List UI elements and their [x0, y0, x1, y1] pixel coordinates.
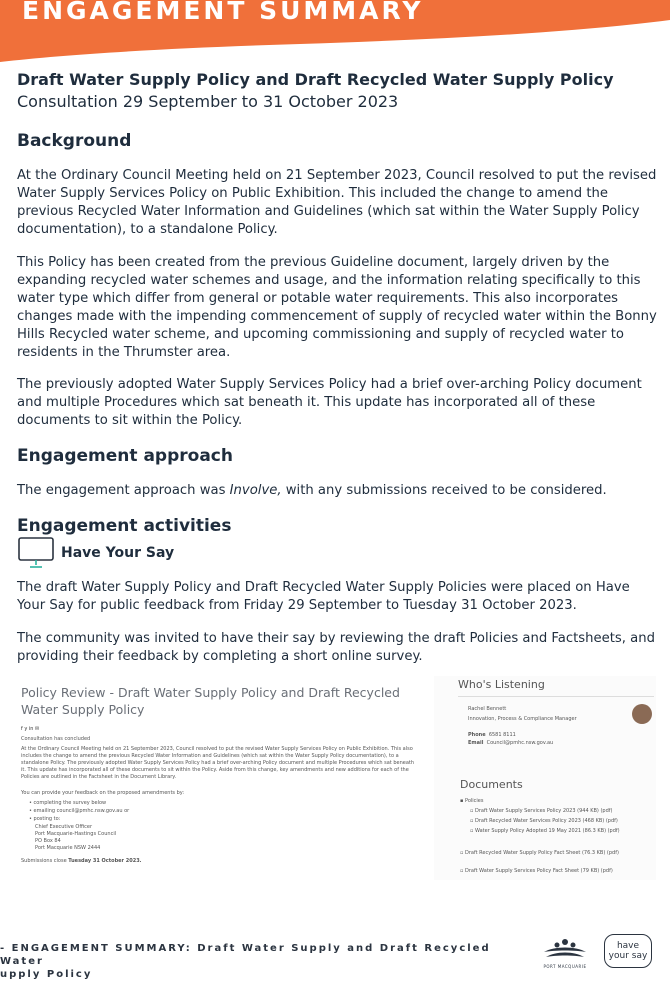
- approach-text-before: The engagement approach was: [17, 483, 230, 498]
- document-link-text[interactable]: Water Supply Policy Adopted 19 May 2021 (86.3 KB) (pdf): [474, 828, 620, 834]
- activities-paragraph-1: The draft Water Supply Policy and Draft Recycled Water Supply Policies were placed on Have Your Say for public feedback from Friday 29 September to Tuesday 31 October 2023.: [17, 580, 630, 613]
- screenshot-bullet: • completing the survey below: [29, 800, 107, 806]
- have-your-say-row: [17, 536, 174, 570]
- bullet-text[interactable]: emailing council@pmhc.nsw.gov.au or: [33, 808, 130, 814]
- council-logo: [542, 934, 588, 968]
- monitor-icon: [17, 536, 55, 570]
- folder-row: ▪ Policies: [460, 798, 484, 804]
- email-value[interactable]: Council@pmhc.nsw.gov.au: [486, 740, 554, 746]
- email-label: Email: [468, 740, 484, 746]
- screenshot-page-title: Policy Review - Draft Water Supply Policy and Draft Recycled Water Supply Policy: [21, 685, 400, 717]
- document-link[interactable]: ▫ Water Supply Policy Adopted 19 May 2021 (86.3 KB) (pdf): [470, 828, 620, 834]
- banner-title: ENGAGEMENT SUMMARY: [22, 0, 424, 25]
- approach-heading: Engagement approach: [17, 446, 233, 466]
- avatar: [632, 704, 652, 724]
- approach-italic: Involve,: [229, 483, 282, 498]
- bullet-text: completing the survey below: [33, 800, 107, 806]
- bullet-text: posting to:: [33, 816, 61, 822]
- address-line: Chief Executive Officer: [35, 824, 93, 830]
- factsheet-link-text[interactable]: Draft Water Supply Services Policy Fact Sheet (79 KB) (pdf): [464, 868, 613, 874]
- factsheet-link-text[interactable]: Draft Recycled Water Supply Policy Fact Sheet (76.3 KB) (pdf): [464, 850, 619, 856]
- document-title: Draft Water Supply Policy and Draft Recycled Water Supply Policy: [17, 70, 614, 89]
- council-logo-icon: [542, 934, 588, 960]
- folder-label[interactable]: Policies: [464, 798, 484, 804]
- screenshot-status: Consultation has concluded: [21, 736, 91, 742]
- screenshot-close: [21, 858, 142, 865]
- background-heading: Background: [17, 131, 132, 151]
- have-your-say-label: Have Your Say: [61, 545, 175, 561]
- screenshot-bullet: • posting to:: [29, 816, 61, 822]
- main-content: [17, 70, 657, 112]
- phone-label: Phone: [468, 732, 486, 738]
- footer-line-1: - ENGAGEMENT SUMMARY: Draft Water Supply and Draft Recycled Water: [0, 943, 491, 967]
- documents-heading: Documents: [460, 778, 523, 791]
- website-screenshot-sidebar: [434, 676, 656, 880]
- approach-paragraph: [17, 482, 657, 500]
- factsheet-link[interactable]: ▫ Draft Recycled Water Supply Policy Fact Sheet (76.3 KB) (pdf): [460, 850, 619, 856]
- activities-paragraph-2: The community was invited to have their say by reviewing the draft Policies and Factsheets, and providing their feedback by completing a short online survey.: [17, 631, 655, 664]
- hys-logo-line-2: your say: [608, 951, 648, 961]
- activities-heading: Engagement activities: [17, 516, 232, 536]
- background-paragraph-2: This Policy has been created from the previous Guideline document, largely driven by the expanding recycled water schemes and usage, and the information relating specifically to this water type which differ from general or potable water requirements. This also incorporates changes made with the impending commencement of supply of recycled water within the Bonny Hills Recycled water scheme, and upcoming commissioning and supply of recycled water to residents in the Thrumster area.: [17, 255, 657, 360]
- council-logo-text: PORT MACQUARIE: [543, 964, 587, 969]
- footer-line-2: upply Policy: [0, 969, 93, 980]
- screenshot-bullet: • emailing council@pmhc.nsw.gov.au or: [29, 808, 130, 814]
- address-line: Port Macquarie NSW 2444: [35, 845, 101, 851]
- person-role: Innovation, Process & Compliance Manager: [468, 716, 577, 722]
- listening-heading: Who's Listening: [458, 678, 545, 691]
- background-paragraph-3: The previously adopted Water Supply Services Policy had a brief over-arching Policy document and multiple Procedures which sat beneath it. This update has incorporated all of these documents to sit within the Policy.: [17, 377, 642, 428]
- document-link[interactable]: ▫ Draft Recycled Water Services Policy 2023 (468 KB) (pdf): [470, 818, 618, 824]
- address-line: PO Box 84: [35, 838, 61, 844]
- phone-row: [468, 732, 516, 739]
- factsheet-link[interactable]: ▫ Draft Water Supply Services Policy Fact Sheet (79 KB) (pdf): [460, 868, 613, 874]
- hys-logo-line-1: have: [616, 941, 640, 951]
- share-icons: f y in ✉: [21, 726, 40, 732]
- document-link-text[interactable]: Draft Water Supply Services Policy 2023 (944 KB) (pdf): [474, 808, 613, 814]
- page-footer: [0, 942, 540, 981]
- document-link-text[interactable]: Draft Recycled Water Services Policy 2023 (468 KB) (pdf): [474, 818, 618, 824]
- person-name: Rachel Bennett: [468, 706, 507, 712]
- website-screenshot-main: [17, 680, 422, 880]
- background-paragraph-1: At the Ordinary Council Meeting held on 21 September 2023, Council resolved to put the revised Water Supply Services Policy on Public Exhibition. This included the change to amend the previous Recycled Water Information and Guidelines (which sat within the Water Supply Policy documentation), to a standalone Policy.: [17, 168, 657, 237]
- screenshot-body: At the Ordinary Council Meeting held on 21 September 2023, Council resolved to put the revised Water Supply Services Policy on Public Exhibition. This also includes the change to amend the previous Recycled Water Information and Guidelines (which sat within the Water Supply Policy documentation), to a standalone Policy. The previously adopted Water Supply Services Policy had a brief over-arching Policy document and multiple Procedures which sat beneath it. This update has incorporated all of these documents to sit within the Policy. Aside from this change, key amendments and new additions for each of the Policies are outlined in the Factsheet in the Document Library.: [21, 746, 415, 780]
- email-row: [468, 740, 553, 747]
- divider: [458, 696, 654, 697]
- document-subtitle: Consultation 29 September to 31 October 2023: [17, 92, 399, 111]
- close-text: Submissions close: [21, 858, 69, 864]
- approach-text-after: with any submissions received to be considered.: [281, 483, 607, 498]
- phone-value: 6581 8111: [488, 732, 516, 738]
- address-line: Port Macquarie-Hastings Council: [35, 831, 117, 837]
- close-date: Tuesday 31 October 2023.: [68, 858, 142, 864]
- have-your-say-logo: [604, 934, 652, 968]
- document-link[interactable]: ▫ Draft Water Supply Services Policy 2023 (944 KB) (pdf): [470, 808, 613, 814]
- header-banner: [0, 0, 670, 62]
- screenshot-feedback-intro: You can provide your feedback on the proposed amendments by:: [21, 790, 185, 796]
